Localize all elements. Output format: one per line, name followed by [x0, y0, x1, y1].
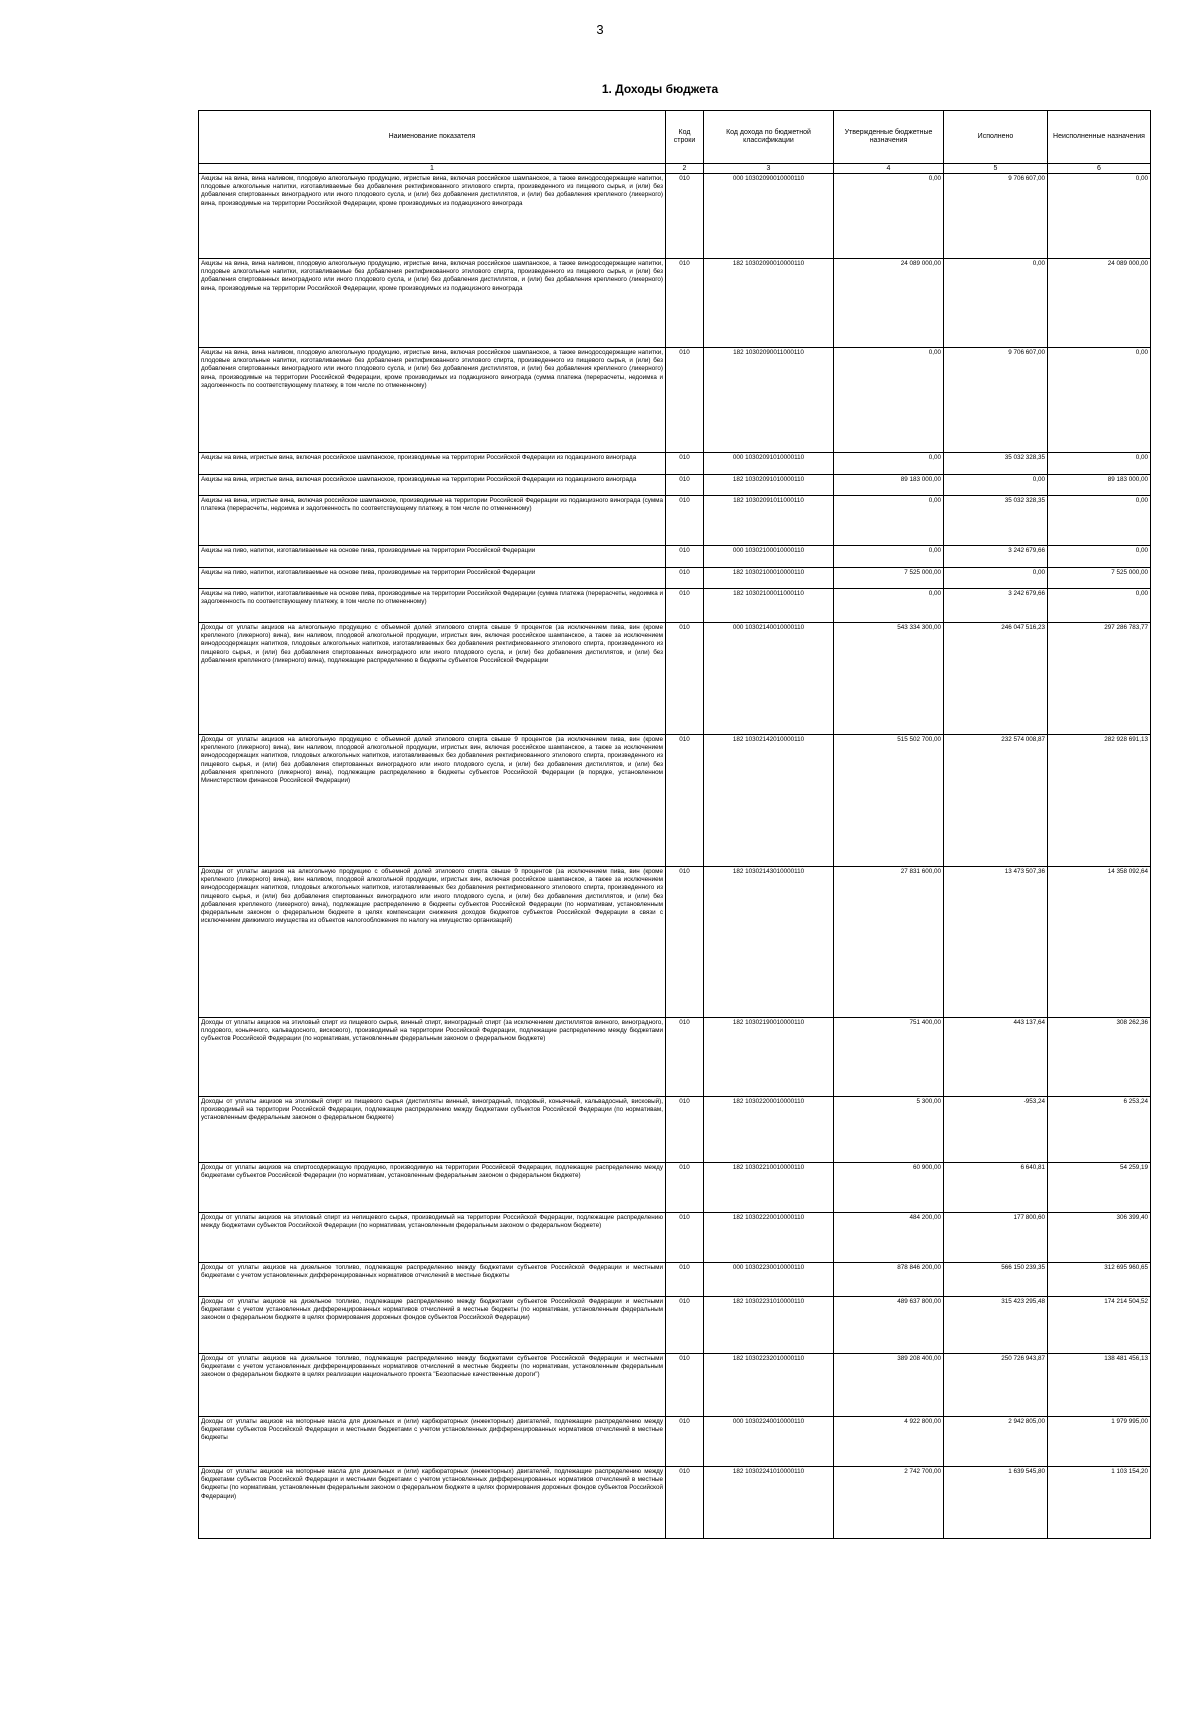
- col-header-name: Наименование показателя: [199, 111, 666, 164]
- row-approved: 484 200,00: [834, 1213, 944, 1263]
- row-code: 010: [666, 589, 704, 623]
- row-kbk: 182 10302220010000110: [704, 1213, 834, 1263]
- row-kbk: 182 10302200010000110: [704, 1097, 834, 1163]
- col-number: 3: [704, 164, 834, 174]
- row-kbk: 182 10302210010000110: [704, 1163, 834, 1213]
- row-executed: 0,00: [944, 259, 1048, 348]
- row-approved: 27 831 600,00: [834, 867, 944, 1018]
- row-executed: -953,24: [944, 1097, 1048, 1163]
- row-kbk: 182 10302091011000110: [704, 496, 834, 546]
- row-unexecuted: 308 262,36: [1048, 1018, 1151, 1097]
- table-row: [199, 735, 1151, 867]
- row-approved: 0,00: [834, 496, 944, 546]
- row-kbk: 000 10302230010000110: [704, 1263, 834, 1297]
- row-name: Доходы от уплаты акцизов на алкогольную продукцию с объемной долей этилового спирта свыше 9 процентов (за исключением пива, вин (кроме крепленого (ликерного) вина), вин наливом, плодовой алкогольной продукции, игристых вин, включая российское шампанское, а также за исключением винодосодержащих напитков, плодовых алкогольных напитков, изготавливаемых без добавления ректификованного этилового спирта, произведенного из пищевого сырья, и (или) без добавления спиртованных виноградного или иного плодового сусла, и (или) без добавления дистиллятов, и (или) без добавления крепленого (ликерного) вина), подлежащие распределению в бюджеты субъектов Российской Федерации (в порядке, установленном Министерством финансов Российской Федерации): [199, 735, 666, 867]
- row-name: Акцизы на вина, вина наливом, плодовую алкогольную продукцию, игристые вина, включая российское шампанское, а также винодосодержащие напитки, плодовые алкогольные напитки, изготавливаемые без добавления ректификованного этилового спирта, произведенного из пищевого сырья, и (или) без добавления спиртованных виноградного или иного плодового сусла, и (или) без добавления дистиллятов, и (или) без добавления крепленого (ликерного) вина, производимые на территории Российской Федерации, кроме производимых из подакцизного винограда (сумма платежа (перерасчеты, недоимка и задолженность по соответствующему платежу, в том числе по отмененному): [199, 348, 666, 453]
- table-row: [199, 589, 1151, 623]
- col-number: 1: [199, 164, 666, 174]
- row-code: 010: [666, 1263, 704, 1297]
- row-executed: 1 639 545,80: [944, 1467, 1048, 1539]
- row-executed: 3 242 679,66: [944, 589, 1048, 623]
- table-row: [199, 1097, 1151, 1163]
- row-code: 010: [666, 1467, 704, 1539]
- row-name: Доходы от уплаты акцизов на дизельное топливо, подлежащие распределению между бюджетами субъектов Российской Федерации и местными бюджетами с учетом установленных дифференцированных нормативов отчислений в местные бюджеты: [199, 1263, 666, 1297]
- row-approved: 515 502 700,00: [834, 735, 944, 867]
- row-approved: 878 846 200,00: [834, 1263, 944, 1297]
- table-row: [199, 1417, 1151, 1467]
- row-approved: 751 400,00: [834, 1018, 944, 1097]
- row-name: Доходы от уплаты акцизов на этиловый спирт из пищевого сырья, винный спирт, виноградный спирт (за исключением дистиллятов винного, виноградного, плодового, коньячного, кальвадосного, вискового), производимый на территории Российской Федерации, подлежащие распределению между бюджетами субъектов Российской Федерации (по нормативам, установленным федеральным законом о федеральном бюджете): [199, 1018, 666, 1097]
- table-header-row: [199, 111, 1151, 164]
- row-name: Доходы от уплаты акцизов на этиловый спирт из непищевого сырья, производимый на территории Российской Федерации, подлежащие распределению между бюджетами субъектов Российской Федерации (по нормативам, установленным федеральным законом о федеральном бюджете): [199, 1213, 666, 1263]
- row-approved: 0,00: [834, 174, 944, 259]
- row-unexecuted: 306 399,40: [1048, 1213, 1151, 1263]
- row-unexecuted: 0,00: [1048, 348, 1151, 453]
- row-name: Акцизы на пиво, напитки, изготавливаемые на основе пива, производимые на территории Российской Федерации: [199, 568, 666, 589]
- table-row: [199, 1163, 1151, 1213]
- row-unexecuted: 6 253,24: [1048, 1097, 1151, 1163]
- col-header-approved: Утвержденные бюджетные назначения: [834, 111, 944, 164]
- row-kbk: 182 10302231010000110: [704, 1297, 834, 1354]
- row-executed: 177 800,60: [944, 1213, 1048, 1263]
- row-kbk: 182 10302090010000110: [704, 259, 834, 348]
- row-approved: 2 742 700,00: [834, 1467, 944, 1539]
- row-executed: 566 150 239,35: [944, 1263, 1048, 1297]
- row-executed: 443 137,64: [944, 1018, 1048, 1097]
- row-executed: 250 726 943,87: [944, 1354, 1048, 1417]
- col-header-kbk: Код дохода по бюджетной классификации: [704, 111, 834, 164]
- row-executed: 13 473 507,36: [944, 867, 1048, 1018]
- row-kbk: 182 10302190010000110: [704, 1018, 834, 1097]
- row-name: Доходы от уплаты акцизов на этиловый спирт из пищевого сырья (дистилляты винный, виноградный, плодовый, коньячный, кальвадосный, висковый), производимый на территории Российской Федерации, подлежащие распределению между бюджетами субъектов Российской Федерации (по нормативам, установленным федеральным законом о федеральном бюджете): [199, 1097, 666, 1163]
- row-executed: 246 047 516,23: [944, 623, 1048, 735]
- row-code: 010: [666, 568, 704, 589]
- table-row: [199, 1018, 1151, 1097]
- row-kbk: 182 10302143010000110: [704, 867, 834, 1018]
- table-row: [199, 1213, 1151, 1263]
- row-unexecuted: 1 979 995,00: [1048, 1417, 1151, 1467]
- row-name: Акцизы на вина, вина наливом, плодовую алкогольную продукцию, игристые вина, включая российское шампанское, а также винодосодержащие напитки, плодовые алкогольные напитки, изготавливаемые без добавления ректификованного этилового спирта, произведенного из пищевого сырья, и (или) без добавления спиртованных виноградного или иного плодового сусла, и (или) без добавления дистиллятов, и (или) без добавления крепленого (ликерного) вина, производимые на территории Российской Федерации, кроме производимых из подакцизного винограда: [199, 174, 666, 259]
- row-code: 010: [666, 735, 704, 867]
- row-executed: 315 423 295,48: [944, 1297, 1048, 1354]
- row-executed: 9 706 607,00: [944, 174, 1048, 259]
- row-code: 010: [666, 867, 704, 1018]
- row-executed: 6 640,81: [944, 1163, 1048, 1213]
- row-code: 010: [666, 623, 704, 735]
- row-unexecuted: 0,00: [1048, 496, 1151, 546]
- row-name: Доходы от уплаты акцизов на дизельное топливо, подлежащие распределению между бюджетами субъектов Российской Федерации и местными бюджетами с учетом установленных дифференцированных нормативов отчислений в местные бюджеты (по нормативам, установленным федеральным законом о федеральном бюджете в целях реализации национального проекта "Безопасные качественные дороги"): [199, 1354, 666, 1417]
- row-kbk: 182 10302090011000110: [704, 348, 834, 453]
- col-number: 4: [834, 164, 944, 174]
- table-row: [199, 568, 1151, 589]
- row-kbk: 182 10302100010000110: [704, 568, 834, 589]
- row-executed: 3 242 679,66: [944, 546, 1048, 568]
- row-name: Акцизы на вина, игристые вина, включая российское шампанское, производимые на территории Российской Федерации из подакцизного винограда (сумма платежа (перерасчеты, недоимка и задолженность по соответствующему платежу, в том числе по отмененному): [199, 496, 666, 546]
- row-unexecuted: 1 103 154,20: [1048, 1467, 1151, 1539]
- table-row: [199, 867, 1151, 1018]
- table-row: [199, 496, 1151, 546]
- page-number: 3: [596, 22, 604, 37]
- row-kbk: 000 10302240010000110: [704, 1417, 834, 1467]
- row-name: Акцизы на вина, игристые вина, включая российское шампанское, производимые на территории Российской Федерации из подакцизного винограда: [199, 453, 666, 475]
- row-unexecuted: 14 358 092,64: [1048, 867, 1151, 1018]
- section-title: 1. Доходы бюджета: [601, 82, 719, 96]
- col-header-unexecuted: Неисполненные назначения: [1048, 111, 1151, 164]
- table-row: [199, 475, 1151, 496]
- row-kbk: 182 10302232010000110: [704, 1354, 834, 1417]
- row-name: Доходы от уплаты акцизов на дизельное топливо, подлежащие распределению между бюджетами субъектов Российской Федерации и местными бюджетами с учетом установленных дифференцированных нормативов отчислений в местные бюджеты (по нормативам, установленным федеральным законом о федеральном бюджете в целях формирования дорожных фондов субъектов Российской Федерации): [199, 1297, 666, 1354]
- row-code: 010: [666, 1297, 704, 1354]
- table-row: [199, 1263, 1151, 1297]
- table-row: [199, 259, 1151, 348]
- row-unexecuted: 282 928 691,13: [1048, 735, 1151, 867]
- row-unexecuted: 89 183 000,00: [1048, 475, 1151, 496]
- col-number: 2: [666, 164, 704, 174]
- row-executed: 232 574 008,87: [944, 735, 1048, 867]
- row-code: 010: [666, 259, 704, 348]
- row-name: Доходы от уплаты акцизов на алкогольную продукцию с объемной долей этилового спирта свыше 9 процентов (за исключением пива, вин (кроме крепленого (ликерного) вина), вин наливом, плодовой алкогольной продукции, игристых вин, включая российское шампанское, а также за исключением винодосодержащих напитков, плодовых алкогольных напитков, изготавливаемых без добавления ректификованного этилового спирта, произведенного из пищевого сырья, и (или) без добавления спиртованных виноградного или иного плодового сусла, и (или) без добавления дистиллятов, и (или) без добавления крепленого (ликерного) вина), подлежащие распределению в бюджеты субъектов Российской Федерации (по нормативам, установленным федеральным законом о федеральном бюджете в целях компенсации снижения доходов бюджетов субъектов Российской Федерации в связи с исключением движимого имущества из объектов налогообложения по налогу на имущество организаций): [199, 867, 666, 1018]
- row-executed: 2 942 805,00: [944, 1417, 1048, 1467]
- row-approved: 0,00: [834, 453, 944, 475]
- table-row: [199, 546, 1151, 568]
- row-name: Акцизы на вина, вина наливом, плодовую алкогольную продукцию, игристые вина, включая российское шампанское, а также винодосодержащие напитки, плодовые алкогольные напитки, изготавливаемые без добавления ректификованного этилового спирта, произведенного из пищевого сырья, и (или) без добавления спиртованных виноградного или иного плодового сусла, и (или) без добавления дистиллятов, и (или) без добавления крепленого (ликерного) вина, производимые на территории Российской Федерации, кроме производимых из подакцизного винограда: [199, 259, 666, 348]
- row-name: Доходы от уплаты акцизов на моторные масла для дизельных и (или) карбюраторных (инжекторных) двигателей, подлежащие распределению между бюджетами субъектов Российской Федерации и местными бюджетами с учетом установленных дифференцированных нормативов отчислений в местные бюджеты: [199, 1417, 666, 1467]
- row-kbk: 000 10302091010000110: [704, 453, 834, 475]
- row-kbk: 182 10302241010000110: [704, 1467, 834, 1539]
- row-unexecuted: 174 214 504,52: [1048, 1297, 1151, 1354]
- row-code: 010: [666, 475, 704, 496]
- row-executed: 35 032 328,35: [944, 496, 1048, 546]
- row-kbk: 182 10302091010000110: [704, 475, 834, 496]
- row-unexecuted: 54 259,19: [1048, 1163, 1151, 1213]
- row-approved: 89 183 000,00: [834, 475, 944, 496]
- row-unexecuted: 297 286 783,77: [1048, 623, 1151, 735]
- row-name: Акцизы на вина, игристые вина, включая российское шампанское, производимые на территории Российской Федерации из подакцизного винограда: [199, 475, 666, 496]
- row-name: Акцизы на пиво, напитки, изготавливаемые на основе пива, производимые на территории Российской Федерации (сумма платежа (перерасчеты, недоимка и задолженность по соответствующему платежу, в том числе по отмененному): [199, 589, 666, 623]
- row-approved: 5 300,00: [834, 1097, 944, 1163]
- revenue-table: [198, 110, 1151, 1539]
- row-approved: 543 334 300,00: [834, 623, 944, 735]
- row-approved: 0,00: [834, 348, 944, 453]
- row-code: 010: [666, 1097, 704, 1163]
- row-name: Доходы от уплаты акцизов на алкогольную продукцию с объемной долей этилового спирта свыше 9 процентов (за исключением пива, вин (кроме крепленого (ликерного) вина), вин наливом, плодовой алкогольной продукции, игристых вин, включая российское шампанское, а также за исключением винодосодержащих напитков, плодовых алкогольных напитков, изготавливаемых без добавления ректификованного этилового спирта, произведенного из пищевого сырья, и (или) без добавления спиртованных виноградного или иного плодового сусла, и (или) без добавления дистиллятов, и (или) без добавления крепленого (ликерного) вина), подлежащие распределению в бюджеты субъектов Российской Федерации: [199, 623, 666, 735]
- row-code: 010: [666, 453, 704, 475]
- row-unexecuted: 0,00: [1048, 589, 1151, 623]
- column-number-row: [199, 164, 1151, 174]
- row-approved: 389 208 400,00: [834, 1354, 944, 1417]
- row-kbk: 182 10302142010000110: [704, 735, 834, 867]
- row-executed: 0,00: [944, 475, 1048, 496]
- row-code: 010: [666, 1417, 704, 1467]
- row-approved: 24 089 000,00: [834, 259, 944, 348]
- row-approved: 7 525 000,00: [834, 568, 944, 589]
- row-approved: 489 637 800,00: [834, 1297, 944, 1354]
- table-row: [199, 453, 1151, 475]
- row-code: 010: [666, 496, 704, 546]
- col-number: 5: [944, 164, 1048, 174]
- row-unexecuted: 138 481 456,13: [1048, 1354, 1151, 1417]
- row-code: 010: [666, 1163, 704, 1213]
- col-header-executed: Исполнено: [944, 111, 1048, 164]
- row-unexecuted: 24 089 000,00: [1048, 259, 1151, 348]
- row-approved: 0,00: [834, 589, 944, 623]
- row-executed: 9 706 607,00: [944, 348, 1048, 453]
- row-executed: 0,00: [944, 568, 1048, 589]
- row-kbk: 000 10302100010000110: [704, 546, 834, 568]
- row-code: 010: [666, 1213, 704, 1263]
- col-header-code: Код строки: [666, 111, 704, 164]
- row-approved: 60 900,00: [834, 1163, 944, 1213]
- table-row: [199, 348, 1151, 453]
- row-unexecuted: 7 525 000,00: [1048, 568, 1151, 589]
- row-unexecuted: 312 695 960,65: [1048, 1263, 1151, 1297]
- row-code: 010: [666, 1354, 704, 1417]
- row-name: Доходы от уплаты акцизов на моторные масла для дизельных и (или) карбюраторных (инжекторных) двигателей, подлежащие распределению между бюджетами субъектов Российской Федерации и местными бюджетами с учетом установленных дифференцированных нормативов отчислений в местные бюджеты (по нормативам, установленным федеральным законом о федеральном бюджете в целях формирования дорожных фондов субъектов Российской Федерации): [199, 1467, 666, 1539]
- row-approved: 4 922 800,00: [834, 1417, 944, 1467]
- row-executed: 35 032 328,35: [944, 453, 1048, 475]
- row-kbk: 182 10302100011000110: [704, 589, 834, 623]
- row-code: 010: [666, 546, 704, 568]
- row-approved: 0,00: [834, 546, 944, 568]
- row-name: Доходы от уплаты акцизов на спиртосодержащую продукцию, производимую на территории Российской Федерации, подлежащие распределению между бюджетами субъектов Российской Федерации (по нормативам, установленным федеральным законом о федеральном бюджете): [199, 1163, 666, 1213]
- row-name: Акцизы на пиво, напитки, изготавливаемые на основе пива, производимые на территории Российской Федерации: [199, 546, 666, 568]
- table-row: [199, 623, 1151, 735]
- table-row: [199, 1297, 1151, 1354]
- row-code: 010: [666, 174, 704, 259]
- row-code: 010: [666, 348, 704, 453]
- table-row: [199, 1354, 1151, 1417]
- row-unexecuted: 0,00: [1048, 174, 1151, 259]
- col-number: 6: [1048, 164, 1151, 174]
- row-unexecuted: 0,00: [1048, 546, 1151, 568]
- table-row: [199, 1467, 1151, 1539]
- row-code: 010: [666, 1018, 704, 1097]
- row-unexecuted: 0,00: [1048, 453, 1151, 475]
- row-kbk: 000 10302090010000110: [704, 174, 834, 259]
- table-row: [199, 174, 1151, 259]
- row-kbk: 000 10302140010000110: [704, 623, 834, 735]
